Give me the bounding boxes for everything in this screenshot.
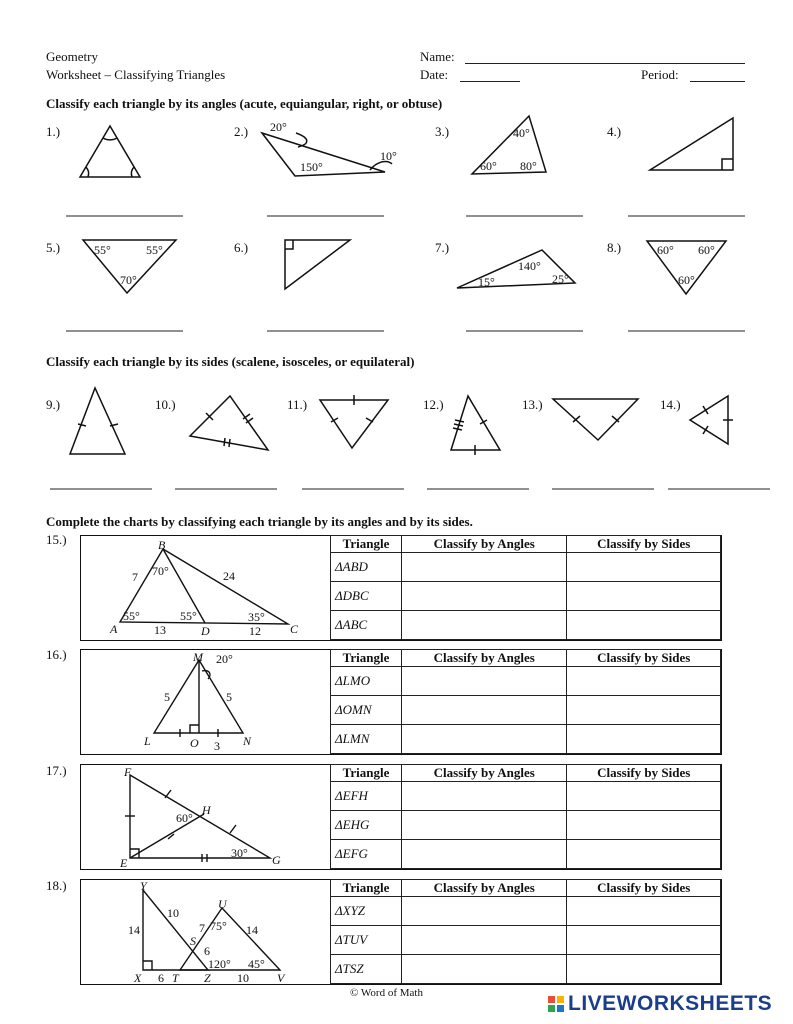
answer-cell[interactable] <box>402 611 567 640</box>
svg-text:N: N <box>243 734 252 748</box>
svg-text:O: O <box>190 736 199 750</box>
angle-label: 55° <box>94 243 111 257</box>
angle-label: 60° <box>480 159 497 173</box>
chart-18-table: Triangle Classify by Angles Classify by Sides ΔXYZ ΔTUV ΔTSZ <box>330 879 721 984</box>
problem-number: 14.) <box>660 397 681 412</box>
svg-text:70°: 70° <box>152 564 169 578</box>
section1-figures <box>0 0 793 340</box>
chart-16-table: Triangle Classify by Angles Classify by Sides ΔLMO ΔOMN ΔLMN <box>330 649 721 754</box>
angle-label: 20° <box>270 120 287 134</box>
svg-text:M: M <box>193 650 203 664</box>
problem-number: 1.) <box>46 124 61 139</box>
answer-cell[interactable] <box>567 811 721 840</box>
problem-number: 13.) <box>522 397 543 412</box>
svg-text:S: S <box>190 934 196 948</box>
triangle-11 <box>320 400 388 448</box>
problem-number: 11.) <box>287 397 308 412</box>
triangle-14 <box>690 396 728 444</box>
svg-text:55°: 55° <box>123 609 140 623</box>
svg-text:35°: 35° <box>248 610 265 624</box>
period-label: Period: <box>641 67 679 82</box>
chart-15-table: Triangle Classify by Angles Classify by Sides ΔABD ΔDBC ΔABC <box>330 535 721 640</box>
svg-text:14: 14 <box>246 923 258 937</box>
svg-text:X: X <box>134 971 142 984</box>
chart-16-figure <box>80 649 330 754</box>
answer-cell[interactable] <box>402 811 567 840</box>
svg-text:H: H <box>202 803 211 817</box>
vertex-label: B <box>158 538 166 552</box>
vertex-label: D <box>201 624 210 638</box>
chart-17-table: Triangle Classify by Angles Classify by Sides ΔEFH ΔEHG ΔEFG <box>330 764 721 869</box>
section1-instruction: Classify each triangle by its angles (acute, equiangular, right, or obtuse) <box>46 96 443 111</box>
triangle-9 <box>70 388 125 454</box>
problem-number: 6.) <box>234 240 249 255</box>
answer-cell[interactable] <box>402 840 567 869</box>
answer-cell[interactable] <box>402 553 567 582</box>
answer-cell[interactable] <box>567 897 721 926</box>
angle-label: 40° <box>513 126 530 140</box>
answer-cell[interactable] <box>402 667 567 696</box>
svg-text:7: 7 <box>199 921 205 935</box>
answer-cell[interactable] <box>567 955 721 984</box>
copyright: © Word of Math <box>350 987 423 999</box>
section2-figures <box>0 380 793 500</box>
answer-cell[interactable] <box>567 926 721 955</box>
angle-label: 10° <box>380 149 397 163</box>
answer-cell[interactable] <box>402 696 567 725</box>
svg-text:6: 6 <box>158 971 164 984</box>
triangle-12 <box>451 396 500 450</box>
answer-cell[interactable] <box>402 725 567 754</box>
problem-number: 10.) <box>155 397 176 412</box>
svg-text:F: F <box>124 765 132 779</box>
problem-number: 17.) <box>46 763 67 778</box>
problem-number: 3.) <box>435 124 450 139</box>
problem-number: 5.) <box>46 240 61 255</box>
answer-cell[interactable] <box>402 926 567 955</box>
answer-cell[interactable] <box>402 955 567 984</box>
svg-text:55°: 55° <box>180 609 197 623</box>
answer-cell[interactable] <box>402 782 567 811</box>
answer-cell[interactable] <box>567 553 721 582</box>
vertex-label: C <box>290 622 299 636</box>
section2-instruction: Classify each triangle by its sides (scalene, isosceles, or equilateral) <box>46 354 415 369</box>
svg-text:T: T <box>172 971 179 984</box>
svg-text:Z: Z <box>204 971 211 984</box>
triangle-4 <box>650 118 733 170</box>
svg-text:14: 14 <box>128 923 140 937</box>
svg-text:10: 10 <box>167 906 179 920</box>
chart-17-figure <box>80 764 330 869</box>
svg-text:120°: 120° <box>208 957 231 971</box>
angle-label: 60° <box>657 243 674 257</box>
brand-wordmark: LIVEWORKSHEETS <box>568 992 773 1015</box>
angle-label: 80° <box>520 159 537 173</box>
svg-text:20°: 20° <box>216 652 233 666</box>
angle-label: 60° <box>698 243 715 257</box>
svg-text:24: 24 <box>223 569 235 583</box>
chart-15-figure <box>80 535 330 640</box>
svg-text:6: 6 <box>204 944 210 958</box>
triangle-1 <box>80 126 140 177</box>
svg-text:5: 5 <box>226 690 232 704</box>
svg-text:Y: Y <box>140 879 147 893</box>
problem-number: 15.) <box>46 532 67 547</box>
svg-text:5: 5 <box>164 690 170 704</box>
answer-cell[interactable] <box>567 725 721 754</box>
problem-number: 18.) <box>46 878 67 893</box>
problem-number: 2.) <box>234 124 249 139</box>
vertex-label: A <box>110 622 118 636</box>
angle-label: 25° <box>552 272 569 286</box>
date-label: Date: <box>420 67 449 82</box>
svg-text:V: V <box>277 971 285 984</box>
triangle-6 <box>285 240 350 289</box>
svg-text:13: 13 <box>154 623 166 637</box>
svg-text:G: G <box>272 853 281 867</box>
angle-label: 15° <box>478 275 495 289</box>
answer-cell[interactable] <box>567 782 721 811</box>
answer-cell[interactable] <box>567 611 721 640</box>
worksheet-title: Worksheet – Classifying Triangles <box>46 67 226 82</box>
problem-number: 4.) <box>607 124 622 139</box>
angle-label: 70° <box>120 273 137 287</box>
answer-cell[interactable] <box>402 582 567 611</box>
angle-label: 150° <box>300 160 323 174</box>
answer-cell[interactable] <box>402 897 567 926</box>
svg-text:12: 12 <box>249 624 261 638</box>
problem-number: 12.) <box>423 397 444 412</box>
svg-text:75°: 75° <box>210 919 227 933</box>
svg-text:3: 3 <box>214 739 220 753</box>
problem-number: 9.) <box>46 397 61 412</box>
problem-number: 8.) <box>607 240 622 255</box>
svg-text:30°: 30° <box>231 846 248 860</box>
problem-number: 7.) <box>435 240 450 255</box>
name-label: Name: <box>420 49 455 64</box>
section3-instruction: Complete the charts by classifying each triangle by its angles and by its sides. <box>46 514 473 529</box>
chart-18-figure <box>80 879 330 984</box>
angle-label: 60° <box>678 273 695 287</box>
svg-text:U: U <box>218 897 227 911</box>
svg-text:45°: 45° <box>248 957 265 971</box>
answer-cell[interactable] <box>567 840 721 869</box>
course-title: Geometry <box>46 49 98 64</box>
svg-text:L: L <box>144 734 151 748</box>
svg-text:10: 10 <box>237 971 249 984</box>
answer-cell[interactable] <box>567 696 721 725</box>
answer-cell[interactable] <box>567 582 721 611</box>
angle-label: 55° <box>146 243 163 257</box>
liveworksheets-logo-icon <box>548 996 564 1012</box>
svg-text:7: 7 <box>132 570 138 584</box>
problem-number: 16.) <box>46 647 67 662</box>
svg-text:E: E <box>120 856 128 869</box>
angle-label: 140° <box>518 259 541 273</box>
answer-cell[interactable] <box>567 667 721 696</box>
svg-text:60°: 60° <box>176 811 193 825</box>
triangle-13 <box>553 399 638 440</box>
triangle-2 <box>262 133 385 176</box>
